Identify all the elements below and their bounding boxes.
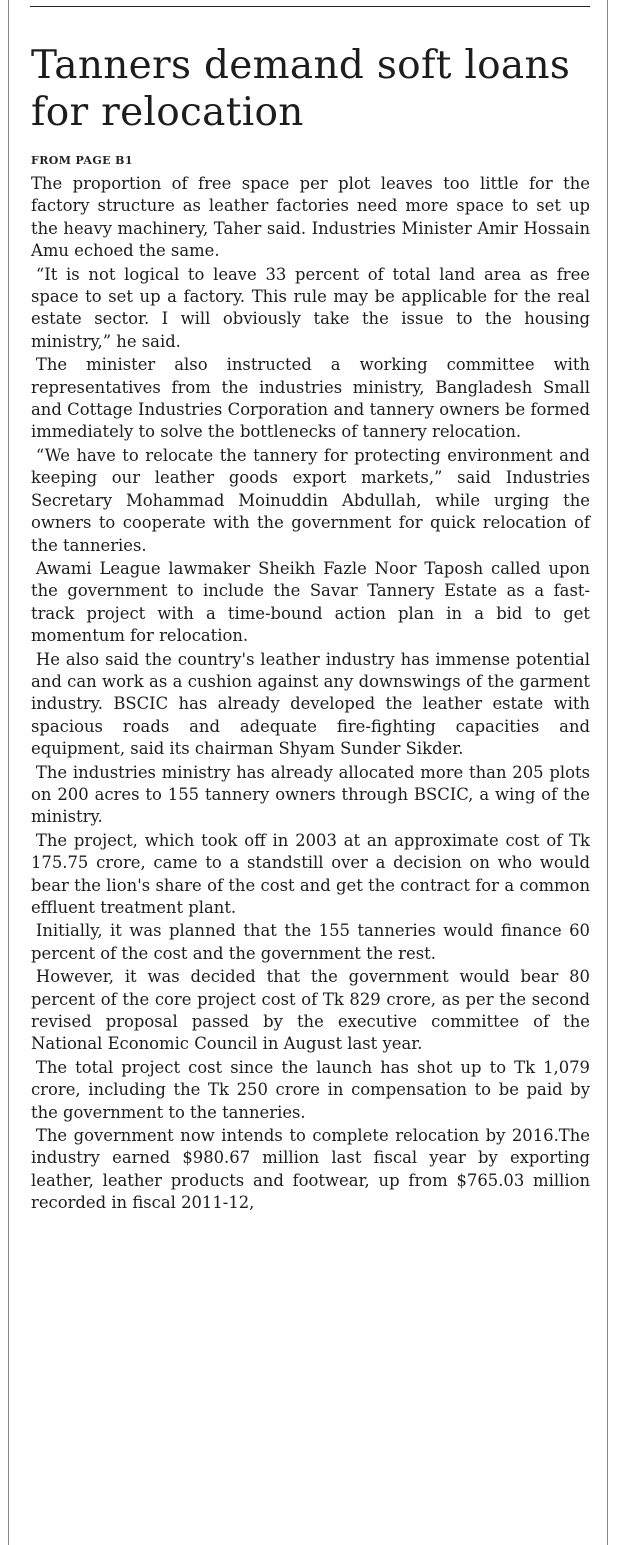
- paragraph-3: The minister also instructed a working committee with representatives from the industries ministry, Bangladesh Small and Cottage Industries Corporation and tannery owners be formed immediately to solve the bottlenecks of tannery relocation.: [31, 355, 590, 442]
- paragraph-11: The total project cost since the launch has shot up to Tk 1,079 crore, including the Tk 250 crore in compensation to be paid by the government to the tanneries.: [31, 1057, 590, 1122]
- dateline: FROM PAGE B1: [31, 154, 133, 167]
- paragraph-6: He also said the country's leather industry has immense potential and can work as a cushion against any downswings of the garment industry. BSCIC has already developed the leather estate with spacious roads and adequate fire-fighting capacities and equipment, said its chairman Shyam Sunder Sikder.: [31, 649, 590, 759]
- paragraph-12: The government now intends to complete relocation by 2016.The industry earned $980.67 million last fiscal year by exporting leather, leather products and footwear, up from $765.03 million recorded in fiscal 2011-12,: [31, 1126, 590, 1213]
- paragraph-9: Initially, it was planned that the 155 tanneries would finance 60 percent of the cost and the government the rest.: [31, 921, 590, 963]
- headline: Tanners demand soft loans for relocation: [31, 43, 571, 135]
- paragraph-8: The project, which took off in 2003 at an approximate cost of Tk 175.75 crore, came to a standstill over a decision on who would bear the lion's share of the cost and get the contract for a common effluent treatment plant.: [31, 830, 590, 917]
- paragraph-2: “It is not logical to leave 33 percent of total land area as free space to set up a factory. This rule may be applicable for the real estate sector. I will obviously take the issue to the housing ministry,” he said.: [31, 264, 590, 351]
- paragraph-5: Awami League lawmaker Sheikh Fazle Noor Taposh called upon the government to include the Savar Tannery Estate as a fast-track project with a time-bound action plan in a bid to get momentum for relocation.: [31, 558, 590, 646]
- top-rule: [30, 6, 590, 7]
- article-body: [31, 173, 590, 1216]
- paragraph-10: However, it was decided that the government would bear 80 percent of the core project cost of Tk 829 crore, as per the second revised proposal passed by the executive committee of the National Economic Council in August last year.: [31, 967, 590, 1054]
- paragraph-1: The proportion of free space per plot leaves too little for the factory structure as leather factories need more space to set up the heavy machinery, Taher said. Industries Minister Amir Hossain Amu echoed the same.: [31, 174, 590, 261]
- paragraph-7: The industries ministry has already allocated more than 205 plots on 200 acres to 155 tannery owners through BSCIC, a wing of the ministry.: [31, 762, 590, 827]
- paragraph-4: “We have to relocate the tannery for protecting environment and keeping our leather goods export markets,” said Industries Secretary Mohammad Moinuddin Abdullah, while urging the owners to cooperate with the government for quick relocation of the tanneries.: [31, 445, 590, 555]
